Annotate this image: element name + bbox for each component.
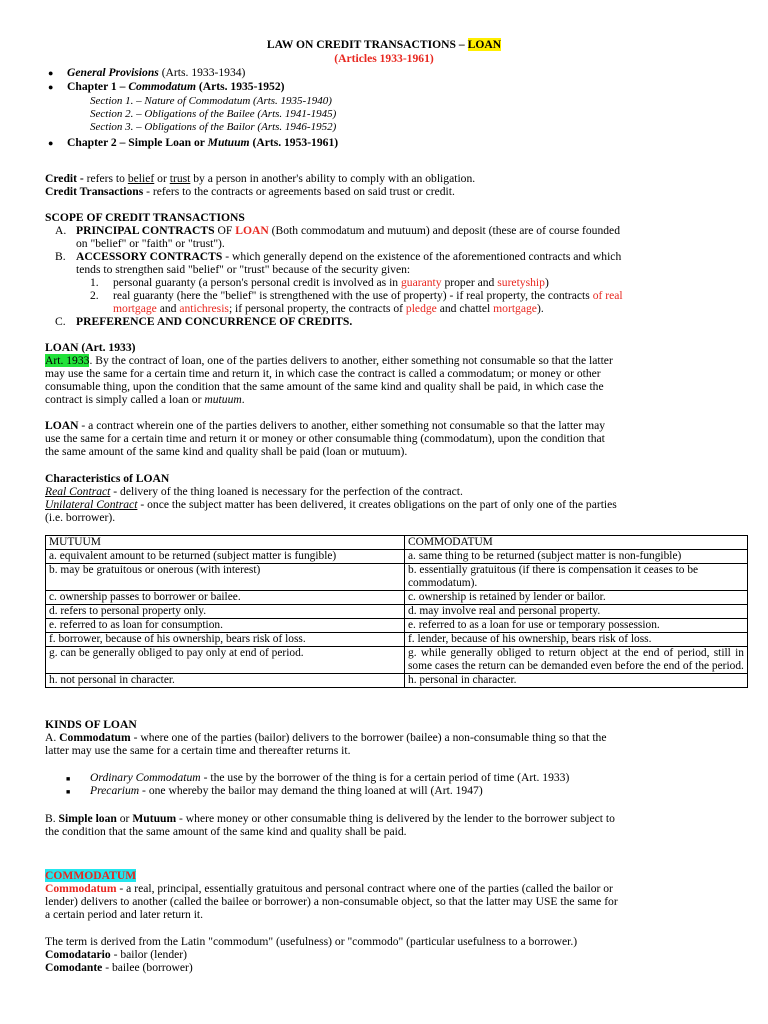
scope-item-1-marker: 1. (90, 276, 99, 289)
text: ; if personal property, the contracts of (228, 302, 406, 315)
char-real-contract (45, 485, 463, 498)
scope-item-2-line2 (113, 302, 544, 315)
table-cell: d. may involve real and personal property. (405, 605, 748, 619)
table-cell: b. may be gratuitous or onerous (with interest) (46, 564, 405, 591)
text: - where money or other consumable thing is delivered by the lender to the borrower subject to (176, 812, 615, 825)
table-row (46, 619, 748, 633)
term-credit: Credit - (45, 172, 84, 185)
scope-b-marker: B. (55, 250, 66, 263)
table-row (46, 674, 748, 688)
term-commodatum: Commodatum (45, 882, 117, 895)
text: - a contract wherein one of the parties delivers to another, either something not consumable so that the latter may (78, 419, 606, 432)
commodatum-line2: lender) delivers to another (called the bailee or borrower) a non-consumable object, so that the latter may USE the same for (45, 895, 618, 908)
table-cell: c. ownership passes to borrower or bailee. (46, 591, 405, 605)
toc-general-arts: (Arts. 1933-1934) (158, 66, 246, 79)
text: B. (45, 812, 59, 825)
text-pledge: pledge (405, 302, 437, 315)
table-cell: h. personal in character. (405, 674, 748, 688)
toc-chapter-1 (67, 80, 285, 93)
heading-commodatum (45, 869, 136, 882)
table-row (46, 605, 748, 619)
text: - bailee (borrower) (102, 961, 193, 974)
term-mutuum: Mutuum (132, 812, 177, 825)
bullet-icon: ● (48, 138, 54, 148)
text: contract is simply called a loan or (45, 393, 205, 406)
table-cell: e. referred to as loan for consumption. (46, 619, 405, 633)
text: A. (45, 731, 60, 744)
table-cell: g. while generally obliged to return object at the end of period, still in some cases the return can be demanded even before the end of the period. (405, 647, 748, 674)
table-cell: g. can be generally obliged to pay only at end of period. (46, 647, 405, 674)
scope-a (76, 224, 620, 237)
art-1933-highlight: Art. 1933 (45, 354, 90, 367)
text: real guaranty (here the "belief" is strengthened with the use of property) - if real property, the contracts (113, 289, 593, 302)
text-suretyship: suretyship (497, 276, 545, 289)
kinds-ordinary-commodatum (90, 771, 569, 784)
loan-art-line3: consumable thing, upon the condition that the same amount of the same kind and quality shall be paid, in which case the (45, 380, 604, 393)
term-precarium: Precarium (90, 784, 140, 797)
loan-art-line1 (45, 354, 750, 367)
table-cell: a. same thing to be returned (subject matter is non-fungible) (405, 550, 748, 564)
loan-art-line4 (45, 393, 245, 406)
comparison-table (45, 535, 748, 688)
text: and chattel (436, 302, 494, 315)
commodatum-latin: The term is derived from the Latin "commodum" (usefulness) or "commodo" (particular usefulness to a borrower.) (45, 935, 578, 948)
text: - bailor (lender) (110, 948, 187, 961)
table-cell: f. borrower, because of his ownership, bears risk of loss. (46, 633, 405, 647)
definition-credit (45, 172, 475, 185)
text: personal guaranty (a person's personal credit is involved as in (113, 276, 401, 289)
char-unilateral-line2: (i.e. borrower). (45, 511, 116, 524)
toc-ch2-arts: (Arts. 1953-1961) (249, 136, 339, 149)
text-mutuum: mutuum (204, 393, 242, 406)
kinds-b-line2: the condition that the same amount of the same kind and quality shall be paid. (45, 825, 407, 838)
text-mortgage: mortgage (493, 302, 537, 315)
kinds-a (45, 731, 607, 744)
text: and (156, 302, 180, 315)
table-header-row (46, 536, 748, 550)
commodatum-heading-highlight: COMMODATUM (45, 869, 137, 882)
text: - one whereby the bailor may demand the thing loaned at will (Art. 1947) (139, 784, 483, 797)
text-belief: belief (127, 172, 155, 185)
table-cell: b. essentially gratuitous (if there is compensation it ceases to be commodatum). (405, 564, 748, 591)
table-cell: h. not personal in character. (46, 674, 405, 688)
loan-def-line1 (45, 419, 605, 432)
char-unilateral-contract (45, 498, 617, 511)
table-cell: d. refers to personal property only. (46, 605, 405, 619)
text: ). (536, 302, 544, 315)
term-simple-loan: Simple loan (58, 812, 117, 825)
comodante-def (45, 961, 193, 974)
text: ) (544, 276, 549, 289)
term-commodatum: Commodatum (59, 731, 131, 744)
loan-art-line2: may use the same for a certain time and return it, in which case the contract is called a commodatum; or money or other (45, 367, 601, 380)
scope-c-marker: C. (55, 315, 66, 328)
title-loan-highlight: LOAN (467, 38, 502, 51)
table-cell: a. equivalent amount to be returned (subject matter is fungible) (46, 550, 405, 564)
comodatario-def (45, 948, 187, 961)
toc-ch2-prefix: Chapter 2 – Simple Loan or (67, 136, 208, 149)
title-text: LAW ON CREDIT TRANSACTIONS – (266, 38, 468, 51)
text: - refers to the contracts or agreements based on said trust or credit. (143, 185, 455, 198)
scope-c: PREFERENCE AND CONCURRENCE OF CREDITS. (76, 315, 353, 328)
text: - a real, principal, essentially gratuitous and personal contract where one of the parties (called the bailor or (116, 882, 613, 895)
commodatum-line3: a certain period and later return it. (45, 908, 204, 921)
text-antichresis: antichresis (179, 302, 229, 315)
text: OF (214, 224, 236, 237)
bullet-icon: ● (48, 82, 54, 92)
scope-a-line2: on "belief" or "faith" or "trust"). (76, 237, 225, 250)
table-row (46, 550, 748, 564)
heading-characteristics: Characteristics of LOAN (45, 472, 170, 485)
text-guaranty: guaranty (401, 276, 442, 289)
table-row (46, 647, 748, 674)
heading-scope: SCOPE OF CREDIT TRANSACTIONS (45, 211, 245, 224)
comparison-table-body (46, 536, 748, 688)
toc-ch2-name: Mutuum (207, 136, 250, 149)
kinds-b (45, 812, 615, 825)
table-cell: f. lender, because of his ownership, bears risk of loss. (405, 633, 748, 647)
text: by a person in another's ability to comply with an obligation. (190, 172, 476, 185)
toc-general (67, 66, 245, 79)
loan-def-line2: use the same for a certain time and return it or money or other consumable thing (commodatum), upon the condition that (45, 432, 605, 445)
scope-a-loan: LOAN (235, 224, 269, 237)
term-credit-transactions: Credit Transactions (45, 185, 144, 198)
scope-b (76, 250, 621, 263)
text: refers to (83, 172, 128, 185)
term-comodante: Comodante (45, 961, 103, 974)
text: . (241, 393, 245, 406)
table-cell: c. ownership is retained by lender or bailor. (405, 591, 748, 605)
heading-kinds-of-loan: KINDS OF LOAN (45, 718, 137, 731)
text: (Both commodatum and mutuum) and deposit (these are of course founded (268, 224, 621, 237)
table-row (46, 564, 748, 591)
square-bullet-icon: ■ (66, 788, 71, 796)
scope-b-title: ACCESSORY CONTRACTS (76, 250, 223, 263)
definition-credit-transactions (45, 185, 455, 198)
toc-ch1-prefix: Chapter 1 – (67, 80, 129, 93)
toc-section-3: Section 3. – Obligations of the Bailor (Arts. 1946-1952) (90, 121, 337, 133)
loan-def-line3: the same amount of the same kind and quality shall be paid (loan or mutuum). (45, 445, 408, 458)
text: - delivery of the thing loaned is necessary for the perfection of the contract. (110, 485, 463, 498)
page-subtitle: (Articles 1933-1961) (334, 52, 434, 65)
term-ordinary-commodatum: Ordinary Commodatum (90, 771, 201, 784)
kinds-precarium (90, 784, 483, 797)
term-real-contract: Real Contract (45, 485, 111, 498)
page-title (0, 38, 768, 51)
toc-section-2: Section 2. – Obligations of the Bailee (Arts. 1941-1945) (90, 108, 337, 120)
table-cell: e. referred to as a loan for use or temporary possession. (405, 619, 748, 633)
toc-ch1-arts: (Arts. 1935-1952) (195, 80, 285, 93)
column-header-commodatum: COMMODATUM (405, 536, 748, 550)
text: or (116, 812, 133, 825)
square-bullet-icon: ■ (66, 775, 71, 783)
term-comodatario: Comodatario (45, 948, 111, 961)
text: or (154, 172, 170, 185)
column-header-mutuum: MUTUUM (46, 536, 405, 550)
text: . By the contract of loan, one of the parties delivers to another, either something not consumable so that the latter (89, 354, 613, 367)
bullet-icon: ● (48, 68, 54, 78)
toc-section-1: Section 1. – Nature of Commodatum (Arts. 1935-1940) (90, 95, 332, 107)
term-unilateral-contract: Unilateral Contract (45, 498, 138, 511)
toc-chapter-2 (67, 136, 338, 149)
scope-item-2 (113, 289, 623, 302)
term-loan: LOAN (45, 419, 79, 432)
commodatum-line1 (45, 882, 613, 895)
heading-loan-art: LOAN (Art. 1933) (45, 341, 136, 354)
text-trust: trust (169, 172, 191, 185)
toc-general-label: General Provisions (67, 66, 159, 79)
text: - where one of the parties (bailor) delivers to the borrower (bailee) a non-consumable thing so that the (130, 731, 607, 744)
scope-b-line2: tends to strengthen said "belief" or "trust" because of the security given: (76, 263, 411, 276)
text-of-real: of real (592, 289, 623, 302)
toc-ch1-name: Commodatum (128, 80, 196, 93)
text: - once the subject matter has been delivered, it creates obligations on the part of only one of the parties (137, 498, 617, 511)
kinds-a-line2: latter may use the same for a certain time and thereafter returns it. (45, 744, 351, 757)
text-mortgage: mortgage (113, 302, 157, 315)
text: - the use by the borrower of the thing is for a certain period of time (Art. 1933) (200, 771, 570, 784)
scope-item-1 (113, 276, 549, 289)
scope-a-title: PRINCIPAL CONTRACTS (76, 224, 215, 237)
table-row (46, 591, 748, 605)
scope-item-2-marker: 2. (90, 289, 99, 302)
text: - which generally depend on the existence of the aforementioned contracts and which (222, 250, 622, 263)
table-row (46, 633, 748, 647)
scope-a-marker: A. (55, 224, 67, 237)
text: proper and (441, 276, 498, 289)
